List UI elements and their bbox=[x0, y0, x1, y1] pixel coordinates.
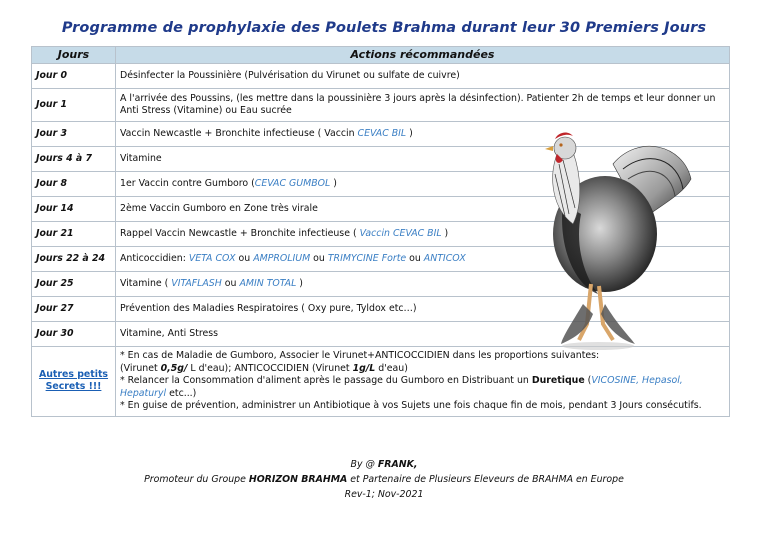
footer-author-name: FRANK, bbox=[377, 459, 418, 470]
table-row bbox=[32, 222, 730, 247]
secret-line bbox=[120, 375, 725, 400]
table-row bbox=[32, 147, 730, 172]
secret-line bbox=[120, 363, 725, 376]
action-text: CEVAC BIL bbox=[357, 127, 407, 139]
footer-role-prefix: Promoteur du Groupe bbox=[144, 474, 249, 485]
action-text: (Virunet bbox=[120, 362, 161, 374]
table-row bbox=[32, 247, 730, 272]
action-text: AMPROLIUM bbox=[253, 252, 311, 264]
day-cell: Jour 1 bbox=[32, 89, 116, 122]
action-text: A l'arrivée des Poussins, (les mettre dans la poussinière 3 jours après la désinfection). Patienter 2h de temps et leur donner un Anti Stress (Vitamine) ou Eau sucrée bbox=[120, 92, 716, 116]
action-text: 1er Vaccin contre Gumboro ( bbox=[120, 177, 255, 189]
action-text: 2ème Vaccin Gumboro en Zone très virale bbox=[120, 202, 318, 214]
action-cell bbox=[116, 297, 730, 322]
table-row bbox=[32, 89, 730, 122]
action-text: ) bbox=[441, 227, 449, 239]
action-text: etc...) bbox=[166, 387, 197, 399]
footer-role-suffix: et Partenaire de Plusieurs Eleveurs de BRAHMA en Europe bbox=[347, 474, 624, 485]
secrets-content bbox=[116, 347, 730, 417]
action-text: * Relancer la Consommation d'aliment après le passage du Gumboro en Distribuant un bbox=[120, 375, 532, 386]
action-text: ) bbox=[330, 177, 337, 189]
action-cell bbox=[116, 247, 730, 272]
day-cell: Jour 27 bbox=[32, 297, 116, 322]
action-text: VETA COX bbox=[188, 252, 236, 264]
header-days: Jours bbox=[32, 47, 116, 64]
action-text: * En cas de Maladie de Gumboro, Associer le Virunet+ANTICOCCIDIEN dans les proportions suivantes: bbox=[120, 350, 600, 361]
table-row bbox=[32, 172, 730, 197]
action-text: Prévention des Maladies Respiratoires ( Oxy pure, Tyldox etc…) bbox=[120, 302, 417, 314]
day-cell: Jours 22 à 24 bbox=[32, 247, 116, 272]
action-text: * En guise de prévention, administrer un Antibiotique à vos Sujets une fois chaque fin de mois, pendant 3 Jours consécutifs. bbox=[120, 400, 702, 411]
day-cell: Jours 4 à 7 bbox=[32, 147, 116, 172]
secrets-row bbox=[32, 347, 730, 417]
action-text: Vitamine, Anti Stress bbox=[120, 327, 219, 339]
secret-line bbox=[120, 400, 725, 413]
action-text: Anticoccidien: bbox=[120, 252, 189, 264]
action-text: VITAFLASH bbox=[171, 277, 222, 289]
action-text: Vitamine ( bbox=[120, 277, 172, 289]
day-cell: Jour 0 bbox=[32, 64, 116, 89]
table-row bbox=[32, 197, 730, 222]
footer-author bbox=[0, 459, 768, 470]
table-row bbox=[32, 297, 730, 322]
action-text: Duretique bbox=[531, 375, 585, 386]
day-cell: Jour 3 bbox=[32, 122, 116, 147]
action-text: AMIN TOTAL bbox=[239, 277, 297, 289]
action-cell bbox=[116, 122, 730, 147]
action-text: TRIMYCINE Forte bbox=[327, 252, 407, 264]
table-row bbox=[32, 122, 730, 147]
action-text: VICOSINE, Hepasol, Hepaturyl bbox=[120, 375, 683, 399]
footer-by: By @ bbox=[350, 459, 378, 470]
table-row bbox=[32, 272, 730, 297]
footer-revision: Rev-1; Nov-2021 bbox=[344, 489, 424, 500]
action-text: ) bbox=[406, 127, 413, 139]
page-title: Programme de prophylaxie des Poulets Brahma durant leur 30 Premiers Jours bbox=[61, 20, 707, 36]
day-cell: Jour 8 bbox=[32, 172, 116, 197]
action-text: Désinfecter la Poussinière (Pulvérisation du Virunet ou sulfate de cuivre) bbox=[120, 69, 460, 81]
action-text: ou bbox=[406, 252, 424, 264]
day-cell: Jour 25 bbox=[32, 272, 116, 297]
action-text: ou bbox=[221, 277, 240, 289]
action-text: CEVAC GUMBOL bbox=[254, 177, 331, 189]
action-text: 1g/L bbox=[352, 362, 376, 374]
prophylaxis-table bbox=[31, 46, 730, 417]
footer-group: HORIZON BRAHMA bbox=[248, 474, 348, 485]
action-text: Vitamine bbox=[120, 152, 162, 164]
header-actions: Actions récommandées bbox=[116, 47, 730, 64]
action-cell bbox=[116, 272, 730, 297]
secret-line bbox=[120, 350, 725, 363]
action-text: ( bbox=[584, 375, 592, 386]
action-cell bbox=[116, 222, 730, 247]
table-row bbox=[32, 322, 730, 347]
action-cell bbox=[116, 64, 730, 89]
action-text: d'eau) bbox=[375, 362, 408, 374]
table-row bbox=[32, 64, 730, 89]
action-text: Vaccin Newcastle + Bronchite infectieuse ( Vaccin bbox=[120, 127, 358, 139]
action-text: Rappel Vaccin Newcastle + Bronchite infectieuse ( bbox=[120, 227, 360, 239]
action-cell bbox=[116, 197, 730, 222]
action-text: ) bbox=[296, 277, 303, 289]
day-cell: Jour 21 bbox=[32, 222, 116, 247]
action-text: ANTICOX bbox=[423, 252, 466, 264]
action-text: L d'eau); ANTICOCCIDIEN (Virunet bbox=[187, 362, 353, 374]
day-cell: Jour 30 bbox=[32, 322, 116, 347]
action-text: ou bbox=[235, 252, 254, 264]
day-cell: Jour 14 bbox=[32, 197, 116, 222]
action-text: Vaccin CEVAC BIL bbox=[359, 227, 442, 239]
footer-role bbox=[0, 474, 768, 485]
action-cell bbox=[116, 322, 730, 347]
action-cell bbox=[116, 147, 730, 172]
action-text: 0,5g/ bbox=[160, 362, 188, 374]
secrets-link[interactable]: Autres petits Secrets !!! bbox=[32, 347, 116, 417]
action-text: ou bbox=[310, 252, 328, 264]
action-cell bbox=[116, 89, 730, 122]
table-header-row bbox=[32, 47, 730, 64]
action-cell bbox=[116, 172, 730, 197]
